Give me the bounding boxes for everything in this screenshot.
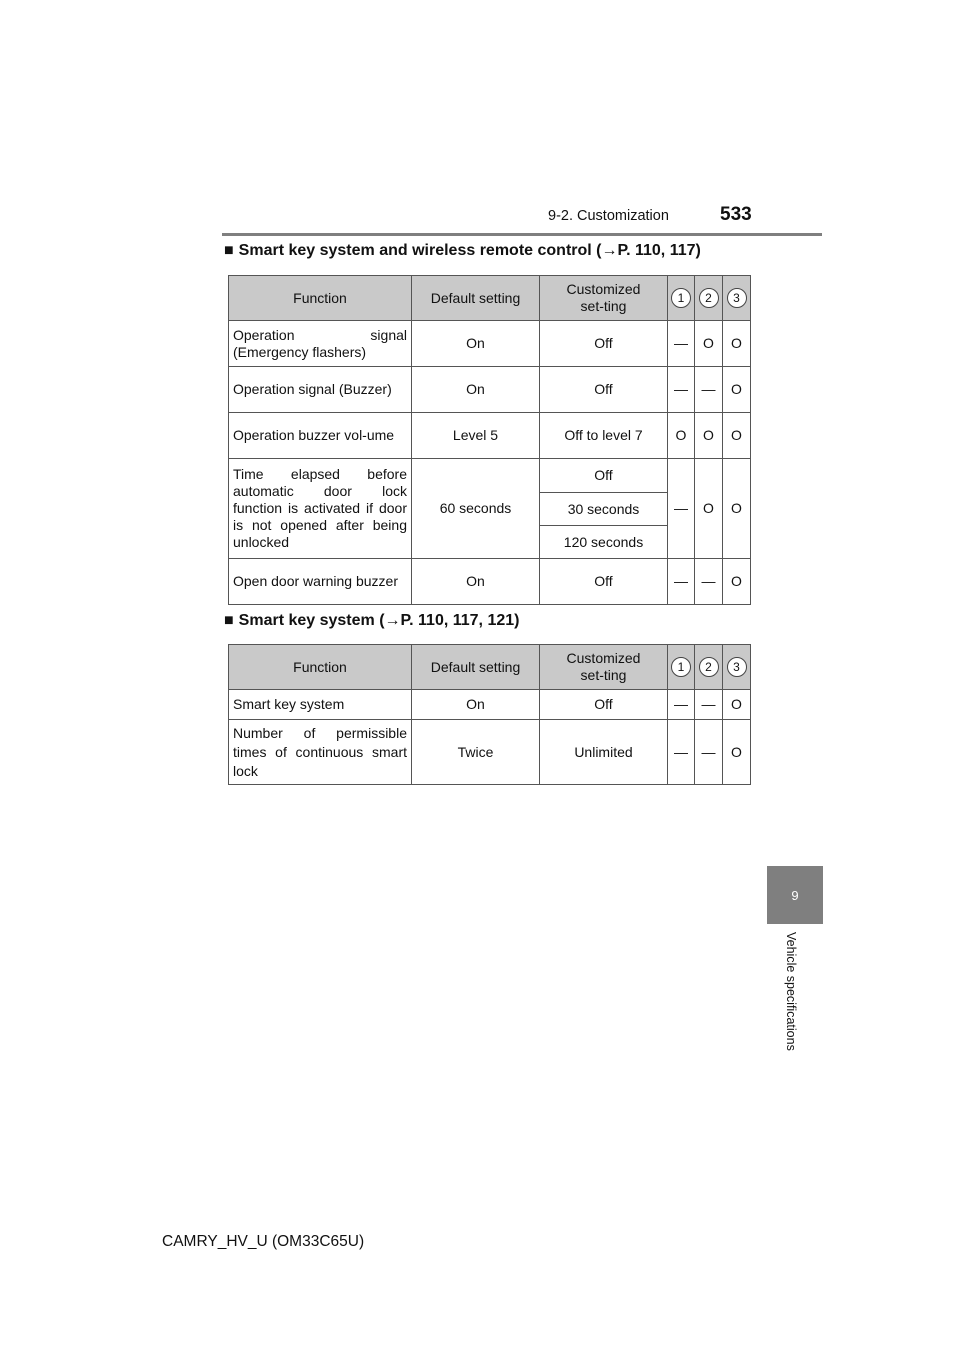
column-header-custom-text: Customized set-ting (566, 281, 641, 314)
column-header-3 (723, 276, 751, 321)
table-row (229, 413, 751, 459)
footer-model-code: CAMRY_HV_U (OM33C65U) (162, 1233, 365, 1250)
section-label: 9-2. Customization (548, 208, 669, 224)
custom-cell: Off (540, 559, 668, 605)
column-header-2 (695, 645, 723, 690)
custom-cell: Unlimited (540, 720, 668, 785)
mark-cell-3: O (723, 720, 751, 785)
circled-number-1: 1 (671, 288, 691, 308)
function-cell: Operation buzzer vol-ume (229, 413, 412, 459)
bullet-icon: ■ (224, 612, 234, 629)
mark-cell-2: O (695, 321, 723, 367)
mark-cell-1: — (668, 367, 695, 413)
custom-cell: Off (540, 321, 668, 367)
circled-number-2: 2 (699, 657, 719, 677)
mark-cell-2: O (695, 413, 723, 459)
mark-cell-1: — (668, 321, 695, 367)
table-row (229, 321, 751, 367)
default-cell: On (412, 690, 540, 720)
column-header-2 (695, 276, 723, 321)
column-header-1 (668, 645, 695, 690)
function-cell: Operation signal (Buzzer) (229, 367, 412, 413)
table-row (229, 459, 751, 493)
mark-cell-2: — (695, 690, 723, 720)
default-cell: On (412, 367, 540, 413)
column-header-3 (723, 645, 751, 690)
default-cell: Twice (412, 720, 540, 785)
chapter-number: 9 (791, 887, 799, 903)
column-header-1 (668, 276, 695, 321)
table-row (229, 559, 751, 605)
circled-number-3: 3 (727, 657, 747, 677)
default-cell: On (412, 321, 540, 367)
column-header-custom (540, 276, 668, 321)
column-header-function: Function (229, 276, 412, 321)
column-header-custom (540, 645, 668, 690)
heading-text: Smart key system (→P. 110, 117, 121) (238, 612, 520, 629)
mark-cell-1: — (668, 720, 695, 785)
column-header-default: Default setting (412, 645, 540, 690)
custom-cell: Off to level 7 (540, 413, 668, 459)
function-cell: Open door warning buzzer (229, 559, 412, 605)
column-header-custom-text: Customized set-ting (566, 650, 641, 683)
table-row (229, 367, 751, 413)
mark-cell-1: — (668, 690, 695, 720)
mark-cell-2: — (695, 559, 723, 605)
function-cell: Time elapsed before automatic door lock function is activated if door is not opened after being unlocked (229, 459, 412, 559)
section-heading-2 (224, 612, 519, 630)
default-cell: On (412, 559, 540, 605)
table-header-row (229, 645, 751, 690)
custom-cell: Off (540, 367, 668, 413)
function-cell: Operation signal (Emergency flashers) (229, 321, 412, 367)
column-header-default: Default setting (412, 276, 540, 321)
mark-cell-2: — (695, 367, 723, 413)
mark-cell-1: — (668, 559, 695, 605)
table-header-row (229, 276, 751, 321)
mark-cell-3: O (723, 690, 751, 720)
function-cell: Smart key system (229, 690, 412, 720)
mark-cell-2: — (695, 720, 723, 785)
custom-cell: 120 seconds (540, 526, 668, 559)
header-divider (222, 233, 822, 236)
circled-number-1: 1 (671, 657, 691, 677)
settings-table-1 (228, 275, 751, 605)
table-row (229, 690, 751, 720)
page-number: 533 (720, 204, 752, 225)
heading-text: Smart key system and wireless remote control (→P. 110, 117) (238, 242, 701, 259)
mark-cell-1: O (668, 413, 695, 459)
column-header-function: Function (229, 645, 412, 690)
settings-table-2 (228, 644, 751, 785)
mark-cell-3: O (723, 559, 751, 605)
custom-cell: 30 seconds (540, 493, 668, 526)
default-cell: Level 5 (412, 413, 540, 459)
mark-cell-3: O (723, 413, 751, 459)
circled-number-2: 2 (699, 288, 719, 308)
chapter-tab (767, 866, 823, 924)
custom-cell: Off (540, 690, 668, 720)
circled-number-3: 3 (727, 288, 747, 308)
mark-cell-3: O (723, 459, 751, 559)
section-heading-1 (224, 242, 701, 260)
mark-cell-1: — (668, 459, 695, 559)
default-cell: 60 seconds (412, 459, 540, 559)
bullet-icon: ■ (224, 242, 234, 259)
mark-cell-2: O (695, 459, 723, 559)
chapter-title: Vehicle specifications (784, 932, 798, 1051)
mark-cell-3: O (723, 367, 751, 413)
function-cell: Number of permissible times of continuous smart lock (229, 720, 412, 785)
custom-cell: Off (540, 459, 668, 493)
mark-cell-3: O (723, 321, 751, 367)
table-row (229, 720, 751, 785)
